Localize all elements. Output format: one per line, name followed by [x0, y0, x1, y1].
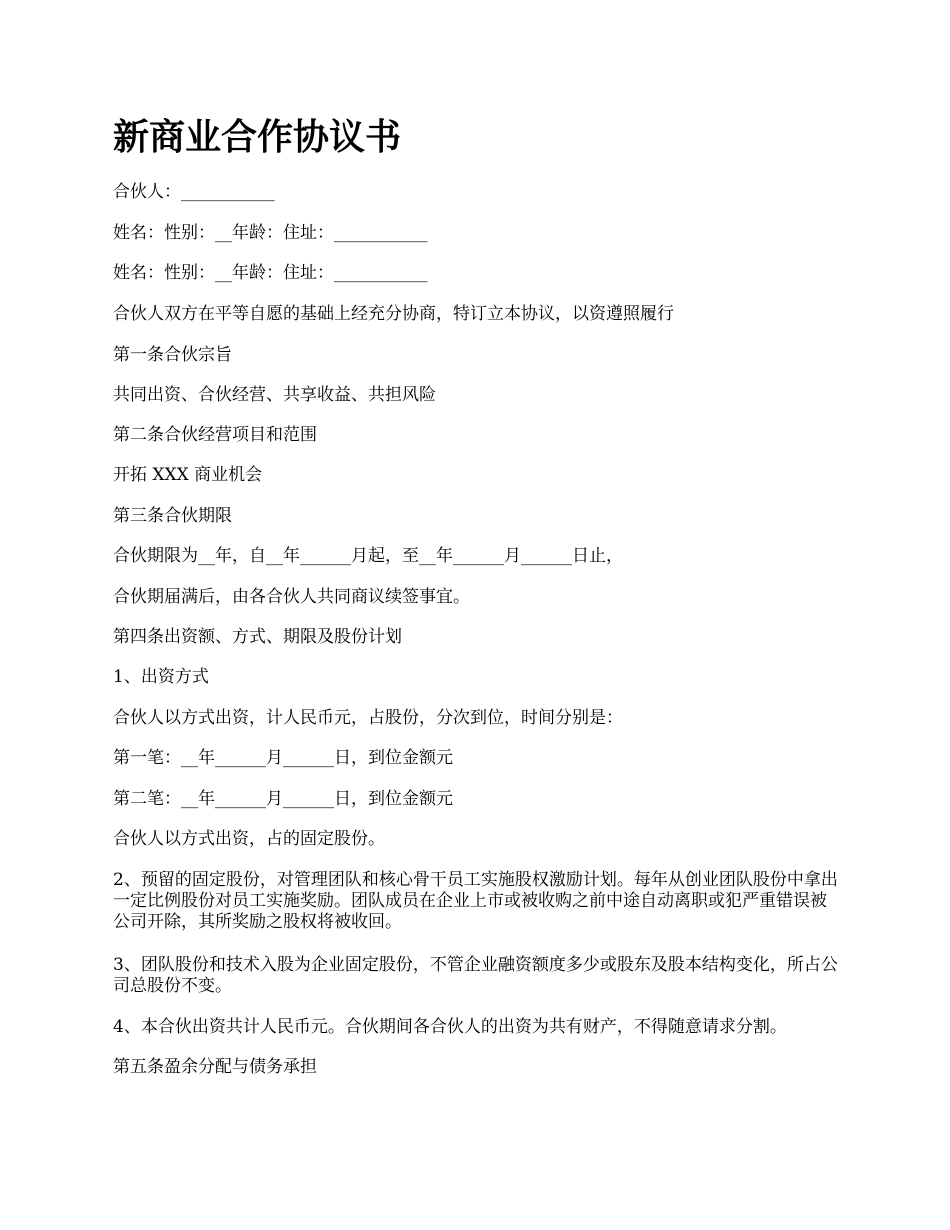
article-2-body: 开拓 XXX 商业机会 [113, 465, 263, 485]
fixed-share: 合伙人以方式出资，占的固定股份。 [113, 829, 385, 849]
first-installment: 第一笔：__年______月______日，到位金额元 [113, 748, 453, 768]
clause-1-heading: 1、出资方式 [113, 667, 209, 687]
clause-2: 2、预留的固定股份，对管理团队和核心骨干员工实施股权激励计划。每年从创业团队股份中拿出一定比例股份对员工实施奖励。团队成员在企业上市或被收购之前中途自动离职或犯严重错误被公司开除，其所奖励之股权将被收回。 [113, 870, 838, 932]
clause-4: 4、本合伙出资共计人民币元。合伙期间各合伙人的出资为共有财产，不得随意请求分割。 [113, 1017, 787, 1037]
article-1-heading: 第一条合伙宗旨 [113, 345, 232, 365]
second-installment: 第二笔：__年______月______日，到位金额元 [113, 789, 453, 809]
article-5-heading: 第五条盈余分配与债务承担 [113, 1057, 317, 1077]
article-3-heading: 第三条合伙期限 [113, 506, 232, 526]
document-title: 新商业合作协议书 [113, 116, 402, 158]
partner-line: 合伙人：___________ [113, 182, 275, 202]
article-1-body: 共同出资、合伙经营、共享收益、共担风险 [113, 385, 436, 405]
party-b-info: 姓名：性别：__年龄：住址：___________ [113, 263, 428, 283]
term-period: 合伙期限为__年，自__年______月起，至__年______月______日止， [113, 546, 623, 566]
article-2-heading: 第二条合伙经营项目和范围 [113, 425, 317, 445]
term-renewal: 合伙期届满后，由各合伙人共同商议续签事宜。 [113, 587, 470, 607]
preamble: 合伙人双方在平等自愿的基础上经充分协商，特订立本协议，以资遵照履行 [113, 304, 674, 324]
clause-3: 3、团队股份和技术入股为企业固定股份，不管企业融资额度多少或股东及股本结构变化，所占公司总股份不变。 [113, 955, 838, 996]
party-a-info: 姓名：性别：__年龄：住址：___________ [113, 223, 428, 243]
article-4-heading: 第四条出资额、方式、期限及股份计划 [113, 627, 402, 647]
contribution-method: 合伙人以方式出资，计人民币元，占股份，分次到位，时间分别是： [113, 708, 623, 728]
